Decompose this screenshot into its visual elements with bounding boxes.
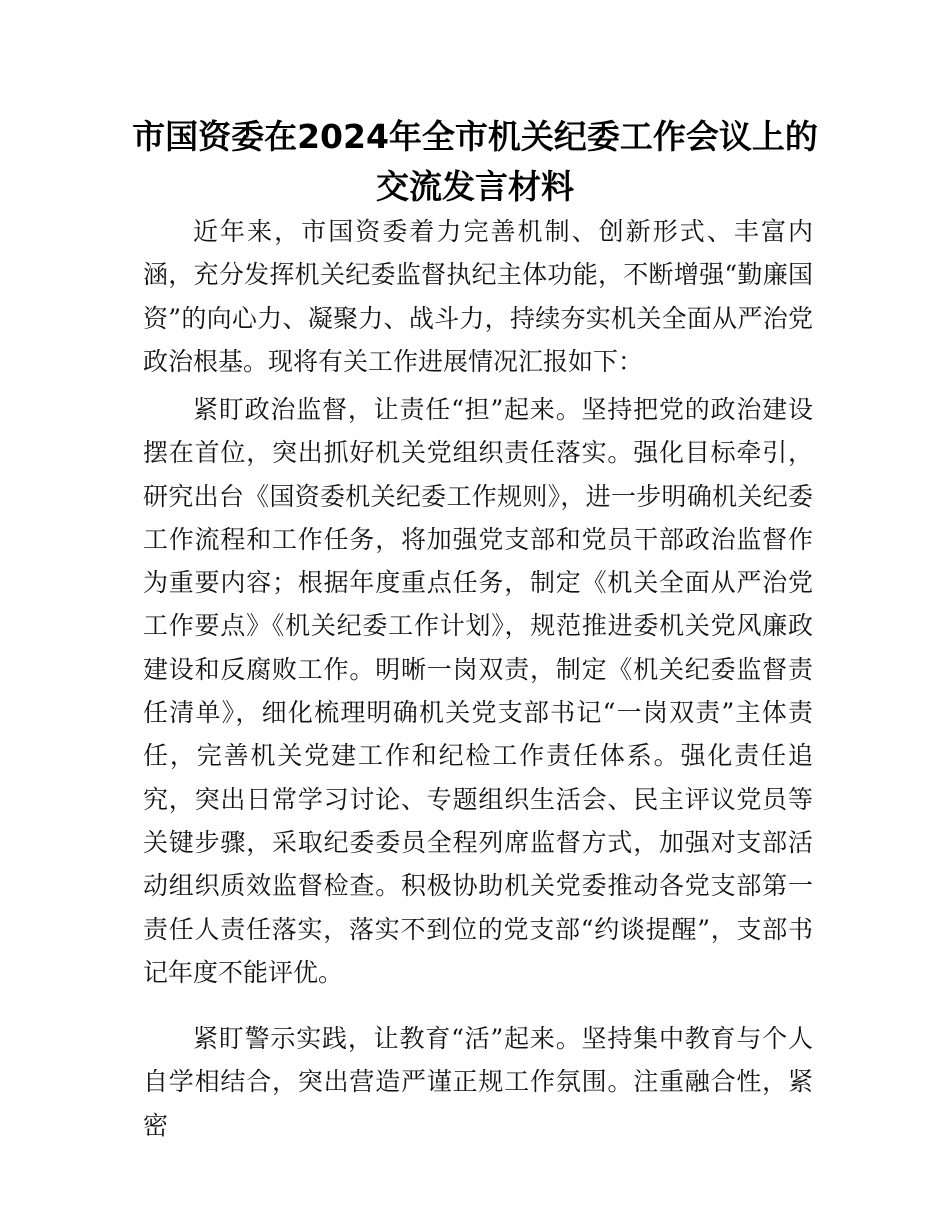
document-title-line-1: 市国资委在2024年全市机关纪委工作会议上的 [132,117,818,156]
document-title [100,112,850,212]
body-paragraph-political-supervision: 紧盯政治监督，让责任“担”起来。坚持把党的政治建设摆在首位，突出抓好机关党组织责任落实。强化目标牵引，研究出台《国资委机关纪委工作规则》，进一步明确机关纪委工作流程和工作任务，将加强党支部和党员干部政治监督作为重要内容；根据年度重点任务，制定《机关全面从严治党工作要点》《机关纪委工作计划》，规范推进委机关党风廉政建设和反腐败工作。明晰一岗双责，制定《机关纪委监督责任清单》，细化梳理明确机关党支部书记“一岗双责”主体责任，完善机关党建工作和纪检工作责任体系。强化责任追究，突出日常学习讨论、专题组织生活会、民主评议党员等关键步骤，采取纪委委员全程列席监督方式，加强对支部活动组织质效监督检查。积极协助机关党委推动各党支部第一责任人责任落实，落实不到位的党支部“约谈提醒”，支部书记年度不能评优。 [143,395,813,987]
document-title-line-2: 交流发言材料 [376,167,574,206]
body-paragraph-intro: 近年来，市国资委着力完善机制、创新形式、丰富内涵，充分发挥机关纪委监督执纪主体功能，不断增强“勤廉国资”的向心力、凝聚力、战斗力，持续夯实机关全面从严治党政治根基。现将有关工作进展情况汇报如下： [143,217,813,376]
body-paragraph-warning-education: 紧盯警示实践，让教育“活”起来。坚持集中教育与个人自学相结合，突出营造严谨正规工作氛围。注重融合性，紧密 [143,1024,813,1140]
